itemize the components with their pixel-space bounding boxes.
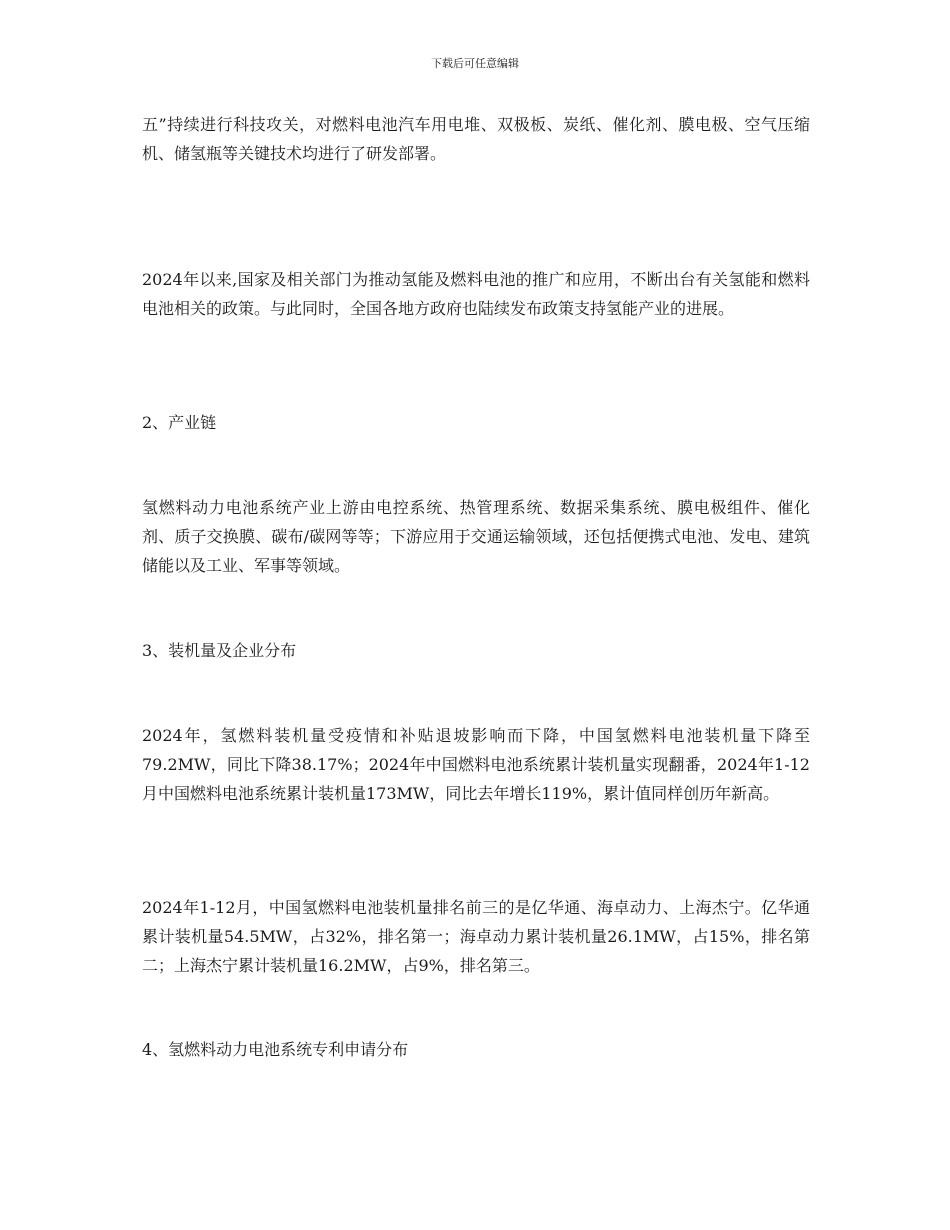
paragraph-rd-deployment: 五”持续进行科技攻关，对燃料电池汽车用电堆、双极板、炭纸、催化剂、膜电极、空气压缩机、储氢瓶等关键技术均进行了研发部署。	[142, 115, 810, 163]
heading-industry-chain: 2、产业链	[142, 413, 217, 432]
heading-installed-capacity: 3、装机量及企业分布	[142, 641, 297, 660]
paragraph-company-ranking: 2024年1-12月，中国氢燃料电池装机量排名前三的是亿华通、海卓动力、上海杰宁。亿华通累计装机量54.5MW，占32%，排名第一；海卓动力累计装机量26.1MW，占15%，排名第二；上海杰宁累计装机量16.2MW，占9%，排名第三。	[142, 898, 810, 975]
page-header: 下载后可任意编辑	[431, 57, 519, 70]
paragraph-industry-chain: 氢燃料动力电池系统产业上游由电控系统、热管理系统、数据采集系统、膜电极组件、催化剂、质子交换膜、碳布/碳网等等；下游应用于交通运输领域，还包括便携式电池、发电、建筑储能以及工业、军事等领域。	[142, 498, 810, 575]
paragraph-policy: 2024年以来,国家及相关部门为推动氢能及燃料电池的推广和应用，不断出台有关氢能和燃料电池相关的政策。与此同时，全国各地方政府也陆续发布政策支持氢能产业的进展。	[142, 270, 810, 318]
paragraph-installed-capacity: 2024年，氢燃料装机量受疫情和补贴退坡影响而下降，中国氢燃料电池装机量下降至79.2MW，同比下降38.17%；2024年中国燃料电池系统累计装机量实现翻番，2024年1-12月中国燃料电池系统累计装机量173MW，同比去年增长119%，累计值同样创历年新高。	[142, 726, 810, 803]
heading-patent-distribution: 4、氢燃料动力电池系统专利申请分布	[142, 1040, 409, 1059]
